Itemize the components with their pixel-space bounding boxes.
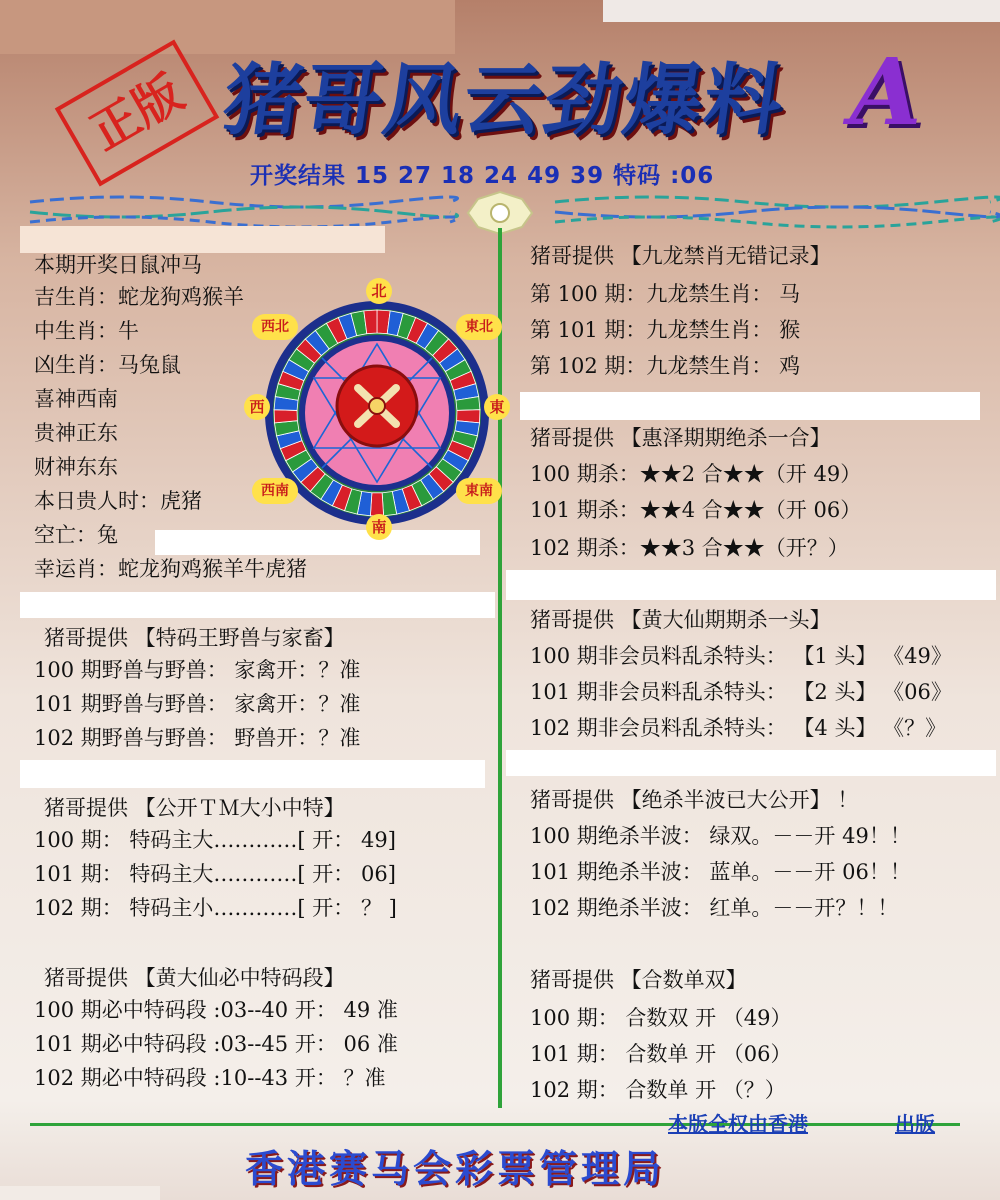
list-item: 102 期野兽与野兽： 野兽开：？准: [34, 726, 361, 750]
list-item: 101 期绝杀半波： 蓝单。－－开 06！！: [530, 860, 911, 884]
section-heading: 猪哥提供 【合数单双】: [530, 968, 747, 992]
list-item: 101 期杀：★★4 合★★（开 06）: [530, 498, 862, 522]
wheel-slot: [370, 493, 383, 516]
list-item: 101 期野兽与野兽： 家禽开：？准: [34, 692, 361, 716]
list-item: 102 期非会员料乱杀特头： 【4 头】 《？》: [530, 716, 947, 740]
list-item: 101 期： 特码主大…………[ 开： 06]: [34, 862, 396, 886]
section-heading: 猪哥提供 【九龙禁肖无错记录】: [530, 244, 831, 268]
redaction-block: [520, 392, 980, 420]
list-item: 102 期： 合数单 开 （？）: [530, 1078, 786, 1102]
almanac-line: 凶生肖：马兔鼠: [34, 353, 181, 377]
redaction-block: [20, 226, 385, 253]
list-item: 101 期非会员料乱杀特头： 【2 头】 《06》: [530, 680, 952, 704]
list-item: 第 102 期：九龙禁生肖： 鸡: [530, 354, 801, 378]
list-item: 100 期必中特码段 :03--40 开： 49 准: [34, 998, 398, 1022]
wheel-label-east: 東: [484, 394, 510, 420]
almanac-line: 本日贵人时：虎猪: [34, 489, 202, 513]
footer-authority: 香港赛马会彩票管理局: [245, 1147, 666, 1191]
wheel-label-northeast: 東北: [456, 314, 502, 340]
list-item: 100 期： 特码主大…………[ 开： 49]: [34, 828, 396, 852]
wheel-label-south: 南: [366, 514, 392, 540]
almanac-line: 本期开奖日鼠冲马: [34, 253, 202, 277]
wheel-label-northwest: 西北: [252, 314, 298, 340]
redaction-block: [603, 0, 1000, 22]
almanac-line: 吉生肖：蛇龙狗鸡猴羊: [34, 285, 244, 309]
section-heading: 猪哥提供 【绝杀半波已大公开】 ！: [530, 788, 859, 812]
list-item: 第 101 期：九龙禁生肖： 猴: [530, 318, 801, 342]
almanac-line: 空亡：兔: [34, 523, 118, 547]
page-title: 猪哥风云劲爆料: [217, 56, 791, 146]
list-item: 100 期杀：★★2 合★★（开 49）: [530, 462, 862, 486]
list-item: 100 期非会员料乱杀特头： 【1 头】 《49》: [530, 644, 952, 668]
column-divider: [498, 228, 502, 1108]
credit-right: 出版: [895, 1112, 935, 1136]
redaction-block: [20, 592, 495, 618]
wheel-label-southeast: 東南: [456, 478, 502, 504]
list-item: 102 期绝杀半波： 红单。－－开？！！: [530, 896, 899, 920]
genuine-stamp: 正版: [55, 40, 220, 187]
bottom-rule: [30, 1123, 960, 1126]
redaction-block: [506, 570, 996, 600]
section-heading: 猪哥提供 【黄大仙必中特码段】: [44, 966, 345, 990]
wheel-label-west: 西: [244, 394, 270, 420]
almanac-line: 幸运肖：蛇龙狗鸡猴羊牛虎猪: [34, 557, 307, 581]
list-item: 100 期： 合数双 开 （49）: [530, 1006, 792, 1030]
list-item: 100 期绝杀半波： 绿双。－－开 49！！: [530, 824, 911, 848]
almanac-line: 贵神正东: [34, 421, 118, 445]
wheel-label-southwest: 西南: [252, 478, 298, 504]
wheel-slot: [274, 410, 297, 423]
section-heading: 猪哥提供 【黄大仙期期杀一头】: [530, 608, 831, 632]
list-item: 100 期野兽与野兽： 家禽开：？准: [34, 658, 361, 682]
section-heading: 猪哥提供 【公开ＴＭ大小中特】: [44, 796, 345, 820]
credit-left: 本版全权由香港: [668, 1112, 808, 1136]
almanac-line: 喜神西南: [34, 387, 118, 411]
list-item: 102 期杀：★★3 合★★（开？）: [530, 536, 849, 560]
almanac-line: 中生肖：牛: [34, 319, 139, 343]
redaction-block: [20, 760, 485, 788]
redaction-block: [155, 530, 480, 555]
redaction-block: [506, 750, 996, 776]
list-item: 101 期： 合数单 开 （06）: [530, 1042, 792, 1066]
almanac-line: 财神东东: [34, 455, 118, 479]
redaction-block: [0, 1186, 160, 1200]
list-item: 101 期必中特码段 :03--45 开： 06 准: [34, 1032, 398, 1056]
list-item: 102 期： 特码主小…………[ 开： ？ ]: [34, 896, 397, 920]
section-heading: 猪哥提供 【特码王野兽与家畜】: [44, 626, 345, 650]
edition-letter: A: [850, 38, 922, 146]
draw-result: 开奖结果 15 27 18 24 49 39 特码 :06: [250, 163, 715, 189]
wheel-label-north: 北: [366, 278, 392, 304]
section-heading: 猪哥提供 【惠泽期期绝杀一合】: [530, 426, 831, 450]
list-item: 102 期必中特码段 :10--43 开： ？准: [34, 1066, 386, 1090]
list-item: 第 100 期：九龙禁生肖： 马: [530, 282, 801, 306]
